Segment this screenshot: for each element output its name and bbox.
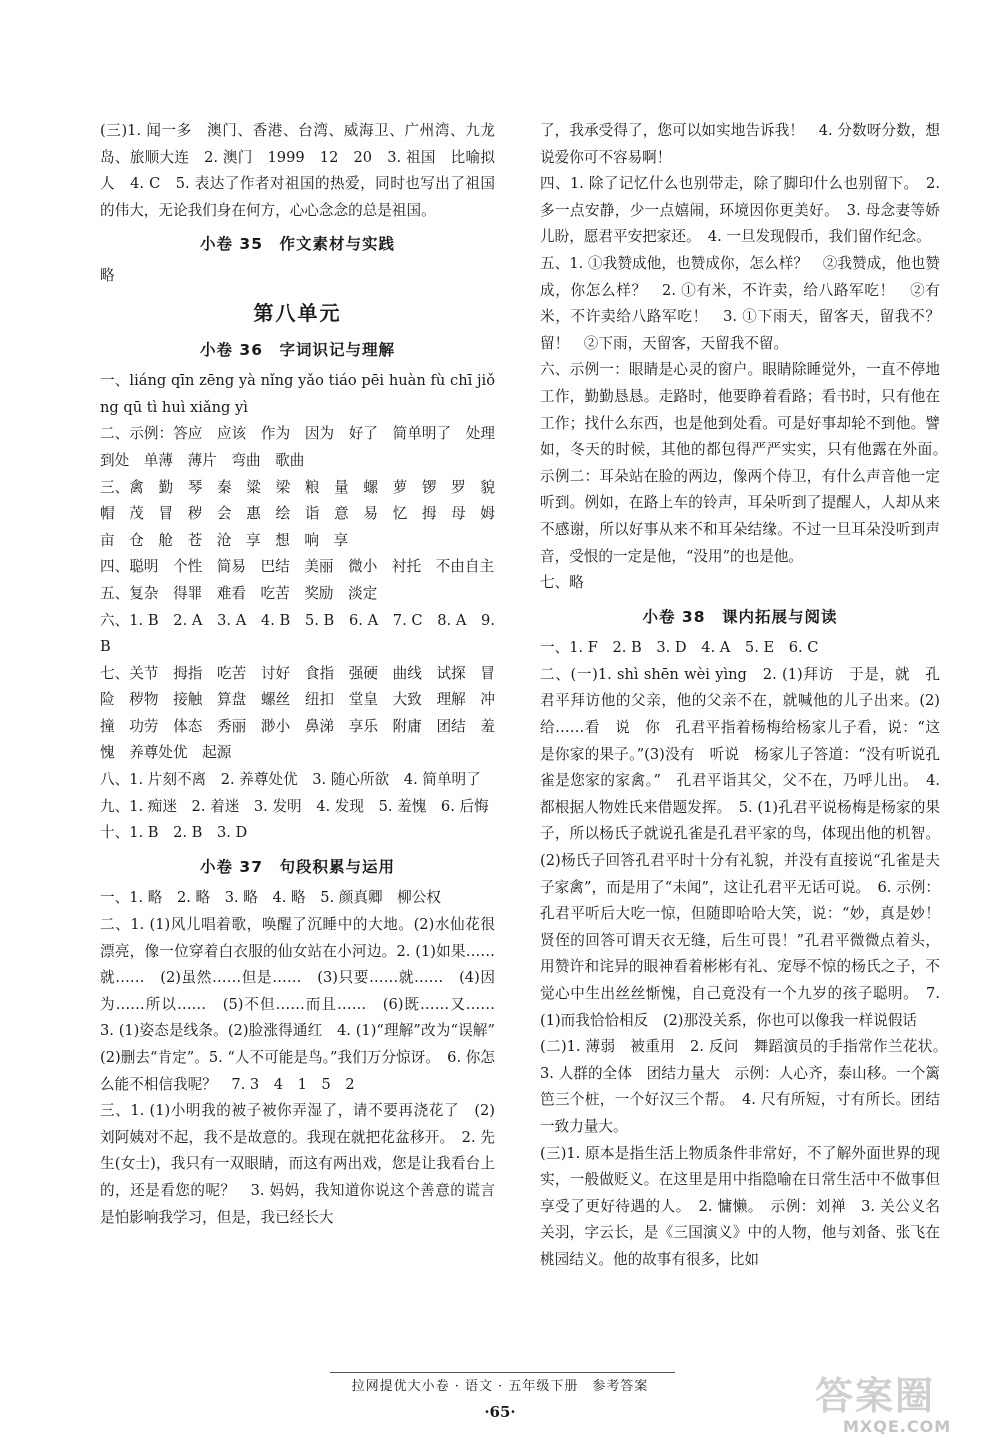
- footer-divider: [330, 1372, 675, 1373]
- answer-paragraph: 八、1. 片刻不离 2. 养尊处优 3. 随心所欲 4. 简单明了: [100, 771, 481, 789]
- answer-paragraph: 略: [100, 266, 115, 284]
- page-number: ·65·: [484, 1403, 516, 1421]
- answer-paragraph: 四、1. 除了记忆什么也别带走，除了脚印什么也别留下。 2. 多一点安静，少一点嬉闹，环境因你更美好。 3. 母念妻等娇儿盼，愿君平安把家还。 4. 一旦发现假币，我们留作纪念。: [540, 175, 940, 246]
- answer-paragraph: 七、略: [540, 574, 584, 592]
- answer-paragraph: 五、复杂 得罪 难看 吃苦 奖励 淡定: [100, 584, 378, 602]
- section-heading: 小卷 37 句段积累与运用: [200, 857, 395, 876]
- watermark-logo: [815, 1375, 995, 1437]
- answer-paragraph: 二、示例：答应 应该 作为 因为 好了 简单明了 处理 到处 单薄 薄片 弯曲 歌曲: [100, 425, 510, 469]
- answer-paragraph: 了，我承受得了，您可以如实地告诉我！ 4. 分数呀分数，想说爱你可不容易啊！: [540, 122, 940, 166]
- section-heading: 小卷 35 作文素材与实践: [200, 235, 395, 254]
- answer-paragraph: 六、示例一：眼睛是心灵的窗户。眼睛除睡觉外，一直不停地工作，勤勤恳恳。走路时，他要睁着看路；看书时，只有他在工作；找什么东西，也是他到处看。可是好事却轮不到他。譬如，冬天的时候，其他的都包得严严实实，只有他露在外面。 示例二：耳朵站在脸的两边，像两个侍卫，有什么声音他一定听到。例如，在路上车的铃声，耳朵听到了提醒人，人却从来不感谢，所以好事从来不和耳朵结缘。不过一旦耳朵没听到声音，受恨的一定是他，“没用”的也是他。: [540, 361, 955, 565]
- answer-paragraph: 一、1. 略 2. 略 3. 略 4. 略 5. 颜真卿 柳公权: [100, 889, 441, 907]
- right-column: [540, 118, 955, 1274]
- unit-heading: 第八单元: [253, 300, 342, 325]
- answer-paragraph: 四、聪明 个性 简易 巴结 美丽 微小 衬托 不由自主: [100, 558, 495, 576]
- left-column: [100, 118, 510, 1231]
- answer-paragraph: 五、1. ①我赞成他，也赞成你，怎么样？ ②我赞成，他也赞成，你怎么样？ 2. ①有米，不许卖，给八路军吃！ ②有米，不许卖给八路军吃！ 3. ①下雨天，留客天，留我不？留！ ②下雨，天留客，天留我不留。: [540, 254, 940, 352]
- watermark-url: MXQE.COM: [843, 1417, 952, 1436]
- answer-paragraph: (三)1. 原本是指生活上物质条件非常好，不了解外面世界的现实，一般做贬义。在这里是用中指隐喻在日常生活中不做事但享受了更好待遇的人。 2. 慵懒。 示例：刘禅 3. 关公义名关羽，字云长，是《三国演义》中的人物，他与刘备、张飞在桃园结义。他的故事有很多，比如: [540, 1144, 940, 1268]
- section-heading: 小卷 38 课内拓展与阅读: [642, 607, 838, 626]
- answer-paragraph: 六、1. B 2. A 3. A 4. B 5. B 6. A 7. C 8. A 9. B: [100, 611, 495, 656]
- answer-paragraph: 九、1. 痴迷 2. 着迷 3. 发明 4. 发现 5. 羞愧 6. 后悔: [100, 797, 489, 815]
- watermark-text: 答案圈: [815, 1374, 936, 1418]
- answer-paragraph: 二、1. (1)风儿唱着歌，唤醒了沉睡中的大地。(2)水仙花很漂亮，像一位穿着白衣服的仙女站在小河边。2. (1)如果……就…… (2)虽然……但是…… (3)只要……就…… (4)因为……所以…… (5)不但……而且…… (6)既……又…… 3. (1)姿态是线条。(2)脸涨得通红 4. (1)“理解”改为“误解” (2)删去“肯定”。5. “人不可能是鸟。”我们万分惊讶。 6. 你怎么能不相信我呢？ 7. 3 4 1 5 2: [100, 916, 510, 1093]
- answer-paragraph: 三、1. (1)小明我的被子被你弄湿了，请不要再浇花了 (2)刘阿姨对不起，我不是故意的。我现在就把花盆移开。 2. 先生(女士)，我只有一双眼睛，而这有两出戏，您是让我看台上的，还是看您的呢？ 3. 妈妈，我知道你说这个善意的谎言是怕影响我学习，但是，我已经长大: [100, 1102, 495, 1226]
- section-heading: 小卷 36 字词识记与理解: [200, 340, 395, 359]
- answer-paragraph: 二、(一)1. shì shēn wèi yìng 2. (1)拜访 于是，就 孔君平拜访他的父亲，他的父亲不在，就喊他的儿子出来。(2)给……看 说 你 孔君平指着杨梅给杨家儿子看，说：“这是你家的果子。”(3)没有 听说 杨家儿子答道：“没有听说孔雀是您家的家禽。” 孔君平诣其父，父不在，乃呼儿出。 4. 都根据人物姓氏来借题发挥。 5. (1)孔君平说杨梅是杨家的果子，所以杨氏子就说孔雀是孔君平家的鸟，体现出他的机智。(2)杨氏子回答孔君平时十分有礼貌，并没有直接说“孔雀是夫子家禽”，而是用了“未闻”，这让孔君平无话可说。 6. 示例：孔君平听后大吃一惊，但随即哈哈大笑，说：“妙，真是妙！贤侄的回答可谓天衣无缝，后生可畏！”孔君平微微点着头，用赞许和诧异的眼神看着彬彬有礼、宠辱不惊的杨氏之子，不觉心中生出丝丝惭愧，自己竟没有一个九岁的孩子聪明。 7. (1)而我恰恰相反 (2)那没关系，你也可以像我一样说假话: [540, 665, 940, 1029]
- answer-paragraph: 三、禽 勤 琴 秦 粱 梁 粮 量 螺 萝 锣 罗 貌 帽 茂 冒 秽 会 惠 绘 诣 意 易 忆 拇 母 姆 亩 仓 舱 苍 沧 享 想 响 享: [100, 478, 510, 549]
- answer-paragraph: 一、liáng qīn zēng yà nǐng yǎo tiáo pēi huàn fù chī jiǒng qū tì huì xiǎng yì: [100, 372, 495, 416]
- answer-paragraph: 十、1. B 2. B 3. D: [100, 824, 248, 842]
- answer-paragraph: (三)1. 闻一多 澳门、香港、台湾、威海卫、广州湾、九龙岛、旅顺大连 2. 澳门 1999 12 20 3. 祖国 比喻拟人 4. C 5. 表达了作者对祖国的热爱，同时也写出了祖国的伟大，无论我们身在何方，心心念念的总是祖国。: [100, 122, 495, 219]
- answer-paragraph: (二)1. 薄弱 被重用 2. 反问 舞蹈演员的手指常作兰花状。 3. 人群的全体 团结力量大 示例：人心齐，泰山移。一个篱笆三个桩，一个好汉三个帮。 4. 尺有所短，寸有所长。团结一致力量大。: [540, 1038, 955, 1135]
- answer-paragraph: 七、关节 拇指 吃苦 讨好 食指 强硬 曲线 试探 冒险 秽物 接触 算盘 螺丝 纽扣 堂皇 大致 理解 冲撞 功劳 体态 秀丽 渺小 鼻涕 享乐 附庸 团结 羞愧 养尊处优 起源: [100, 664, 495, 762]
- page-footer: 拉网提优大小卷 · 语文 · 五年级下册 参考答案: [351, 1379, 649, 1394]
- answer-paragraph: 一、1. F 2. B 3. D 4. A 5. E 6. C: [540, 639, 819, 657]
